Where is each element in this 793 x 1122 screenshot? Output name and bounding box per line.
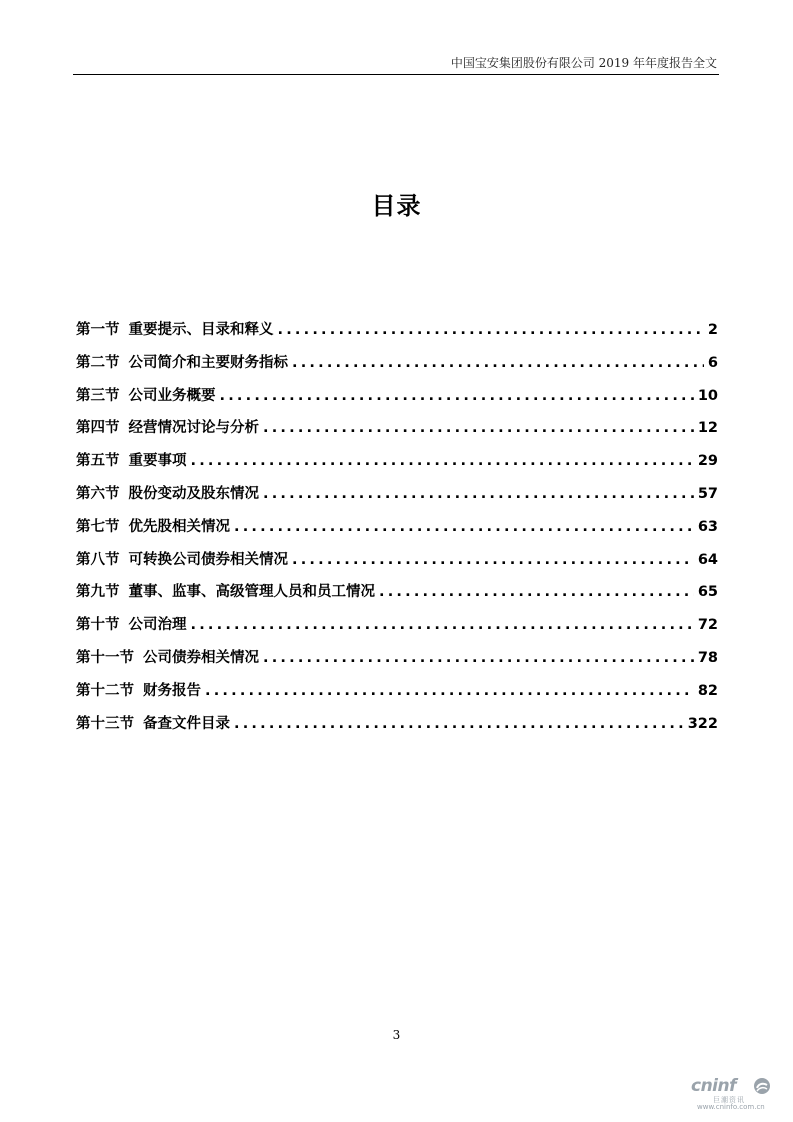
table-of-contents [76, 318, 718, 744]
toc-section-number: 第三节 [76, 387, 120, 404]
toc-section-title: 公司治理 [128, 617, 187, 634]
toc-entry[interactable] [76, 449, 718, 482]
toc-leader-dots [263, 420, 694, 436]
toc-section-number: 第四节 [76, 420, 120, 437]
toc-leader-dots [278, 322, 704, 338]
toc-section-number: 第九节 [76, 584, 120, 601]
toc-leader-dots [379, 584, 694, 600]
page-header [73, 52, 719, 75]
toc-page-number: 82 [697, 682, 718, 699]
toc-page-number: 72 [697, 617, 718, 634]
toc-entry[interactable] [76, 613, 718, 646]
toc-section-title: 股份变动及股东情况 [128, 485, 259, 502]
toc-entry[interactable] [76, 416, 718, 449]
toc-leader-dots [191, 617, 694, 633]
cninfo-logo-icon [753, 1077, 771, 1095]
toc-section-title: 董事、监事、高级管理人员和员工情况 [128, 584, 375, 601]
toc-entry[interactable] [76, 646, 718, 679]
toc-section-title: 可转换公司债券相关情况 [128, 551, 288, 568]
toc-section-number: 第十节 [76, 617, 120, 634]
toc-section-title: 重要提示、目录和释义 [128, 322, 274, 338]
toc-page-number: 10 [697, 387, 718, 404]
toc-page-number: 29 [697, 453, 718, 470]
toc-entry[interactable] [76, 318, 718, 351]
toc-entry[interactable] [76, 351, 718, 384]
toc-leader-dots [234, 716, 684, 732]
toc-entry[interactable] [76, 548, 718, 581]
toc-section-title: 备查文件目录 [143, 715, 230, 732]
toc-section-title: 经营情况讨论与分析 [128, 420, 259, 437]
header-title: 中国宝安集团股份有限公司 2019 年年度报告全文 [450, 56, 717, 70]
toc-section-number: 第十一节 [76, 649, 134, 666]
toc-section-title: 公司简介和主要财务指标 [128, 354, 288, 371]
toc-entry[interactable] [76, 679, 718, 712]
toc-entry[interactable] [76, 712, 718, 745]
toc-leader-dots [292, 355, 704, 371]
toc-page-number: 63 [697, 518, 718, 535]
toc-section-number: 第五节 [76, 453, 120, 470]
cninfo-watermark [691, 1076, 771, 1110]
toc-section-number: 第二节 [76, 354, 120, 371]
toc-section-title: 重要事项 [128, 453, 187, 470]
cninfo-chinese-name: 巨潮资讯 [713, 1096, 745, 1104]
toc-section-title: 公司业务概要 [128, 387, 216, 404]
toc-leader-dots [234, 519, 694, 535]
toc-page-number: 322 [687, 715, 718, 732]
toc-page-number: 12 [697, 420, 718, 437]
toc-page-number: 65 [697, 584, 718, 601]
toc-title: 目录 [371, 192, 422, 220]
toc-section-number: 第十三节 [76, 715, 134, 732]
toc-leader-dots [263, 650, 694, 666]
toc-section-number: 第八节 [76, 551, 120, 568]
toc-leader-dots [220, 388, 694, 404]
toc-page-number: 6 [707, 354, 718, 371]
toc-leader-dots [263, 486, 694, 502]
page-number: 3 [392, 1028, 401, 1042]
cninfo-wordmark: cninf [691, 1076, 737, 1096]
toc-entry[interactable] [76, 384, 718, 417]
toc-section-title: 公司债券相关情况 [143, 649, 259, 666]
toc-section-number: 第七节 [76, 518, 120, 535]
toc-entry[interactable] [76, 580, 718, 613]
toc-section-number: 第一节 [76, 322, 120, 338]
toc-entry[interactable] [76, 482, 718, 515]
toc-section-title: 优先股相关情况 [128, 518, 230, 535]
toc-leader-dots [191, 453, 694, 469]
toc-section-number: 第六节 [76, 485, 120, 502]
toc-page-number: 57 [697, 485, 718, 502]
toc-page-number: 78 [697, 649, 718, 666]
toc-leader-dots [205, 683, 694, 699]
cninfo-url: www.cninfo.com.cn [697, 1103, 765, 1111]
toc-entry[interactable] [76, 515, 718, 548]
toc-section-number: 第十二节 [76, 682, 134, 699]
toc-leader-dots [292, 552, 694, 568]
toc-page-number: 64 [697, 551, 718, 568]
toc-page-number: 2 [707, 322, 718, 338]
toc-section-title: 财务报告 [143, 682, 201, 699]
